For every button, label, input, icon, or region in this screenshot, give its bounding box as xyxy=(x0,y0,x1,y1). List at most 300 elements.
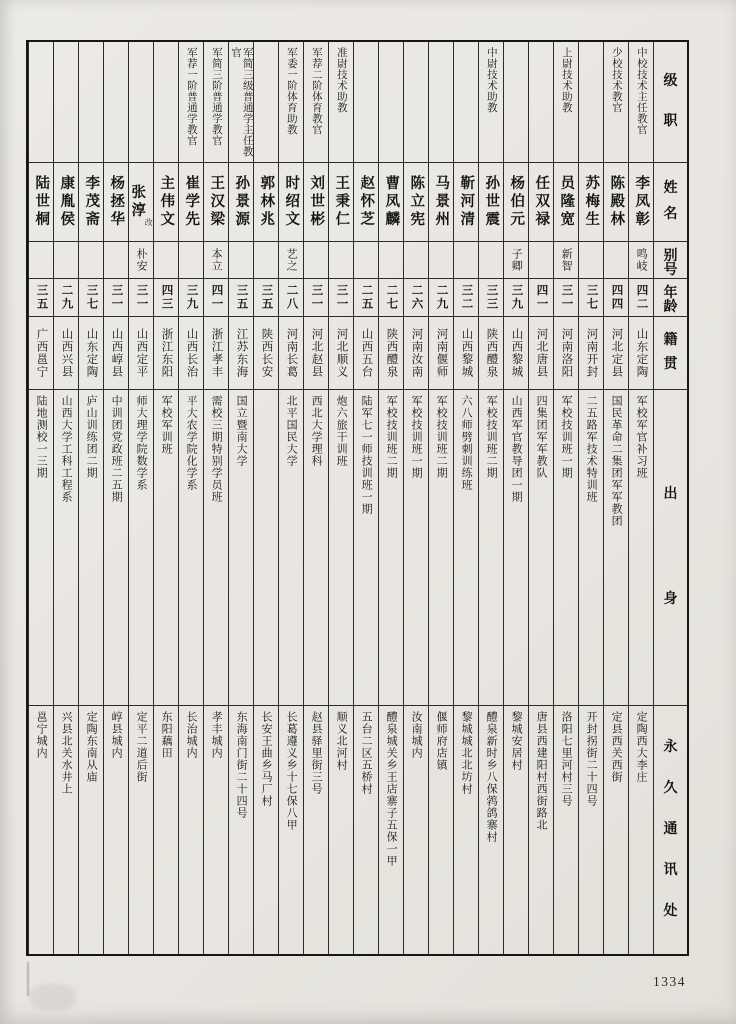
background-text: 山西军官教导团一期 xyxy=(510,395,523,503)
age-cell xyxy=(404,279,428,317)
name-cell xyxy=(154,163,178,242)
name-cell xyxy=(354,163,378,242)
native_place-text: 山西黎城 xyxy=(460,328,473,378)
person-column-13 xyxy=(328,42,353,954)
native_place-cell xyxy=(54,317,78,390)
name-cell xyxy=(79,163,103,242)
address-cell xyxy=(104,706,128,954)
address-text: 醴泉城关乡王店寨子五保一甲 xyxy=(385,711,398,867)
rank-text: 少校技术教官 xyxy=(610,47,622,113)
native_place-cell xyxy=(204,317,228,390)
name-cell xyxy=(454,163,478,242)
person-column-5 xyxy=(528,42,553,954)
person-column-10 xyxy=(403,42,428,954)
age-text: 二七 xyxy=(385,284,398,311)
rank-cell xyxy=(629,42,653,163)
name-cell xyxy=(554,163,578,242)
alias-text: 本立 xyxy=(210,248,223,272)
header-address-char: 处 xyxy=(663,904,678,919)
alias-cell xyxy=(454,242,478,279)
native_place-text: 河北定县 xyxy=(610,328,623,378)
header-background-char: 出 xyxy=(663,487,678,503)
age-cell xyxy=(504,279,528,317)
rank-cell xyxy=(229,42,253,163)
address-text: 长葛遵义乡十七保八甲 xyxy=(285,711,298,831)
native_place-text: 河北唐县 xyxy=(535,328,548,378)
name-text: 刘世彬 xyxy=(308,175,325,229)
native_place-text: 山西长治 xyxy=(185,328,198,378)
alias-text: 子卿 xyxy=(510,248,523,272)
address-text: 汝南城内 xyxy=(410,711,423,759)
name-text: 主伟文 xyxy=(158,175,175,229)
address-text: 东阳藕田 xyxy=(160,711,173,759)
native_place-cell xyxy=(529,317,553,390)
person-column-2 xyxy=(603,42,628,954)
alias-cell xyxy=(479,242,503,279)
background-text: 山西大学工科工程系 xyxy=(60,395,73,503)
background-cell xyxy=(454,390,478,706)
name-cell xyxy=(579,163,603,242)
header-address-char: 久 xyxy=(663,781,678,796)
name-text: 曹凤麟 xyxy=(383,175,400,229)
name-cell xyxy=(204,163,228,242)
address-text: 邕宁城内 xyxy=(35,711,48,759)
address-text: 顺义北河村 xyxy=(335,711,348,771)
age-text: 三五 xyxy=(260,284,273,311)
person-column-3 xyxy=(578,42,603,954)
alias-cell xyxy=(379,242,403,279)
native_place-cell xyxy=(254,317,278,390)
alias-cell xyxy=(279,242,303,279)
name-text: 赵怀芝 xyxy=(358,175,375,229)
header-column xyxy=(653,42,687,954)
alias-cell xyxy=(579,242,603,279)
native_place-cell xyxy=(29,317,53,390)
name-cell xyxy=(429,163,453,242)
background-text: 军校军训班 xyxy=(160,395,173,455)
age-cell xyxy=(79,279,103,317)
alias-cell xyxy=(154,242,178,279)
background-cell xyxy=(154,390,178,706)
native_place-cell xyxy=(404,317,428,390)
name-text: 靳河清 xyxy=(458,175,475,229)
alias-cell xyxy=(529,242,553,279)
address-text: 崞县城内 xyxy=(110,711,123,759)
native_place-cell xyxy=(604,317,628,390)
alias-cell xyxy=(304,242,328,279)
background-cell xyxy=(429,390,453,706)
background-text: 四集团军军教队 xyxy=(535,395,548,479)
background-cell xyxy=(529,390,553,706)
address-text: 黎城安居村 xyxy=(510,711,523,771)
address-text: 洛阳七里河村三号 xyxy=(560,711,573,807)
native_place-text: 山西崞县 xyxy=(110,328,123,378)
person-column-23 xyxy=(78,42,103,954)
native_place-text: 山西定平 xyxy=(135,328,148,378)
background-text: 军校技训班一期 xyxy=(560,395,573,479)
address-cell xyxy=(204,706,228,954)
name-cell xyxy=(504,163,528,242)
native_place-text: 陕西长安 xyxy=(260,328,273,378)
rank-cell xyxy=(554,42,578,163)
header-alias-char: 别 xyxy=(663,249,678,264)
age-cell xyxy=(629,279,653,317)
age-cell xyxy=(104,279,128,317)
background-cell xyxy=(204,390,228,706)
age-text: 四一 xyxy=(210,284,223,311)
age-cell xyxy=(354,279,378,317)
native_place-text: 河南汝南 xyxy=(410,328,423,378)
address-cell xyxy=(329,706,353,954)
age-cell xyxy=(579,279,603,317)
age-text: 三五 xyxy=(235,284,248,311)
name-text: 陈立宪 xyxy=(408,175,425,229)
native_place-text: 河南洛阳 xyxy=(560,328,573,378)
native_place-cell xyxy=(579,317,603,390)
rank-text: 军简三阶普通学教官 xyxy=(210,47,222,146)
name-text: 王汉梁 xyxy=(208,175,225,229)
address-cell xyxy=(604,706,628,954)
alias-cell xyxy=(329,242,353,279)
address-cell xyxy=(129,706,153,954)
name-cell xyxy=(129,163,153,242)
name-text: 张淳 xyxy=(129,184,146,220)
name-text: 员隆宽 xyxy=(558,175,575,229)
background-cell xyxy=(579,390,603,706)
background-cell xyxy=(604,390,628,706)
age-cell xyxy=(554,279,578,317)
background-cell xyxy=(254,390,278,706)
header-rank xyxy=(654,42,687,163)
person-column-20 xyxy=(153,42,178,954)
background-text: 北平国民大学 xyxy=(285,395,298,467)
name-cell xyxy=(479,163,503,242)
rank-cell xyxy=(79,42,103,163)
name-cell xyxy=(254,163,278,242)
alias-cell xyxy=(254,242,278,279)
address-cell xyxy=(404,706,428,954)
background-cell xyxy=(279,390,303,706)
rank-cell xyxy=(479,42,503,163)
native_place-cell xyxy=(479,317,503,390)
name-text: 杨伯元 xyxy=(508,175,525,229)
native_place-text: 浙江孝丰 xyxy=(210,328,223,378)
rank-cell xyxy=(29,42,53,163)
native_place-cell xyxy=(104,317,128,390)
background-cell xyxy=(329,390,353,706)
name-text: 任双禄 xyxy=(533,175,550,229)
address-cell xyxy=(429,706,453,954)
age-cell xyxy=(129,279,153,317)
person-column-18 xyxy=(203,42,228,954)
age-text: 四三 xyxy=(160,284,173,311)
alias-cell xyxy=(104,242,128,279)
name-cell xyxy=(29,163,53,242)
address-cell xyxy=(79,706,103,954)
header-alias xyxy=(654,242,687,279)
background-text: 国立暨南大学 xyxy=(235,395,248,467)
age-cell xyxy=(454,279,478,317)
name-text: 李凤彰 xyxy=(633,175,650,229)
background-text: 军校技训班一期 xyxy=(410,395,423,479)
age-cell xyxy=(179,279,203,317)
person-column-8 xyxy=(453,42,478,954)
native_place-cell xyxy=(554,317,578,390)
native_place-cell xyxy=(229,317,253,390)
age-text: 三三 xyxy=(485,284,498,311)
age-text: 二六 xyxy=(410,284,423,311)
background-text: 陆地测校一三期 xyxy=(35,395,48,479)
native_place-text: 山东定陶 xyxy=(85,328,98,378)
background-cell xyxy=(554,390,578,706)
age-cell xyxy=(54,279,78,317)
background-cell xyxy=(504,390,528,706)
header-name-char: 姓 xyxy=(663,181,678,197)
name-text: 王秉仁 xyxy=(333,175,350,229)
header-age-char: 龄 xyxy=(663,300,678,315)
native_place-text: 河北赵县 xyxy=(310,328,323,378)
address-text: 定陶西大李庄 xyxy=(635,711,648,783)
header-rank-char: 级 xyxy=(663,74,678,90)
background-cell xyxy=(179,390,203,706)
address-text: 长安王曲乡马厂村 xyxy=(260,711,273,807)
address-text: 兴县北关水井上 xyxy=(60,711,73,795)
name-text: 陈殿林 xyxy=(608,175,625,229)
native_place-text: 江苏东海 xyxy=(235,328,248,378)
alias-cell xyxy=(554,242,578,279)
header-name xyxy=(654,163,687,242)
alias-cell xyxy=(354,242,378,279)
age-text: 三一 xyxy=(110,284,123,311)
name-text: 杨拯华 xyxy=(108,175,125,229)
native_place-cell xyxy=(629,317,653,390)
age-cell xyxy=(229,279,253,317)
address-text: 赵县驿里街三号 xyxy=(310,711,323,795)
address-text: 唐县西建阳村西街路北 xyxy=(535,711,548,831)
rank-cell xyxy=(379,42,403,163)
native_place-text: 河南长葛 xyxy=(285,328,298,378)
age-text: 三一 xyxy=(135,284,148,311)
background-cell xyxy=(379,390,403,706)
header-native_place xyxy=(654,317,687,390)
person-column-11 xyxy=(378,42,403,954)
rank-text: 中校技术主任教官 xyxy=(635,47,647,135)
address-cell xyxy=(579,706,603,954)
background-text: 军校技训班二期 xyxy=(435,395,448,479)
name-cell xyxy=(304,163,328,242)
scan-edge-mark xyxy=(27,962,29,996)
name-text: 康胤侯 xyxy=(58,175,75,229)
name-text: 孙景源 xyxy=(233,175,250,229)
native_place-cell xyxy=(454,317,478,390)
header-name-char: 名 xyxy=(663,206,678,222)
native_place-text: 山西五台 xyxy=(360,328,373,378)
address-cell xyxy=(479,706,503,954)
age-text: 二八 xyxy=(285,284,298,311)
alias-cell xyxy=(29,242,53,279)
age-cell xyxy=(279,279,303,317)
rank-cell xyxy=(529,42,553,163)
alias-cell xyxy=(179,242,203,279)
age-cell xyxy=(304,279,328,317)
rank-cell xyxy=(354,42,378,163)
header-address-char: 讯 xyxy=(663,863,678,878)
background-text: 需校三期特别学员班 xyxy=(210,395,223,503)
background-cell xyxy=(404,390,428,706)
name-text: 孙世震 xyxy=(483,175,500,229)
name-note-text: 改 xyxy=(144,218,153,226)
background-text: 军校技训班二期 xyxy=(485,395,498,479)
native_place-cell xyxy=(179,317,203,390)
name-cell xyxy=(279,163,303,242)
name-text: 郭林兆 xyxy=(258,175,275,229)
address-text: 偃师府店镇 xyxy=(435,711,448,771)
background-text: 西北大学理科 xyxy=(310,395,323,467)
age-cell xyxy=(429,279,453,317)
alias-cell xyxy=(204,242,228,279)
rank-cell xyxy=(429,42,453,163)
person-column-4 xyxy=(553,42,578,954)
person-column-1 xyxy=(628,42,653,954)
background-cell xyxy=(229,390,253,706)
alias-cell xyxy=(504,242,528,279)
address-cell xyxy=(154,706,178,954)
name-cell xyxy=(404,163,428,242)
address-text: 东海南门街二十四号 xyxy=(235,711,248,819)
native_place-text: 陕西醴泉 xyxy=(485,328,498,378)
background-text: 国民革命二集团军军教团 xyxy=(610,395,623,527)
person-column-14 xyxy=(303,42,328,954)
name-cell xyxy=(529,163,553,242)
native_place-cell xyxy=(129,317,153,390)
address-cell xyxy=(379,706,403,954)
background-cell xyxy=(104,390,128,706)
native_place-cell xyxy=(329,317,353,390)
alias-text: 新智 xyxy=(560,248,573,272)
rank-cell xyxy=(404,42,428,163)
background-text: 二五路军技术特训班 xyxy=(585,395,598,503)
name-cell xyxy=(229,163,253,242)
address-text: 五台二区五桥村 xyxy=(360,711,373,795)
rank-text: 中尉技术助教 xyxy=(485,47,497,113)
background-text: 平大农学院化学系 xyxy=(185,395,198,491)
rank-cell xyxy=(579,42,603,163)
alias-cell xyxy=(604,242,628,279)
native_place-text: 广西邕宁 xyxy=(35,328,48,378)
age-cell xyxy=(604,279,628,317)
address-text: 黎城城北北坊村 xyxy=(460,711,473,795)
address-cell xyxy=(229,706,253,954)
age-cell xyxy=(479,279,503,317)
address-cell xyxy=(529,706,553,954)
name-cell xyxy=(629,163,653,242)
rank-text: 军荐一阶普通学教官 xyxy=(185,47,197,146)
age-cell xyxy=(154,279,178,317)
address-cell xyxy=(254,706,278,954)
name-cell xyxy=(179,163,203,242)
person-column-22 xyxy=(103,42,128,954)
name-cell xyxy=(104,163,128,242)
background-text: 中训团党政班二五期 xyxy=(110,395,123,503)
background-text: 六八师劈刺训练班 xyxy=(460,395,473,491)
address-cell xyxy=(454,706,478,954)
background-text: 陆军七一师技训班一期 xyxy=(360,395,373,515)
address-text: 定平二道后街 xyxy=(135,711,148,783)
background-text: 炮六旅干训班 xyxy=(335,395,348,467)
age-text: 二九 xyxy=(60,284,73,311)
address-text: 长治城内 xyxy=(185,711,198,759)
native_place-cell xyxy=(304,317,328,390)
native_place-text: 浙江东阳 xyxy=(160,328,173,378)
address-text: 定县西关西街 xyxy=(610,711,623,783)
rank-cell xyxy=(454,42,478,163)
age-text: 三九 xyxy=(185,284,198,311)
rank-text: 军荐二阶体育教官 xyxy=(310,47,322,135)
name-cell xyxy=(54,163,78,242)
address-cell xyxy=(54,706,78,954)
rank-cell xyxy=(54,42,78,163)
person-column-12 xyxy=(353,42,378,954)
native_place-text: 山东定陶 xyxy=(635,328,648,378)
age-text: 三一 xyxy=(560,284,573,311)
native_place-text: 河南偃师 xyxy=(435,328,448,378)
rank-cell xyxy=(504,42,528,163)
person-column-24 xyxy=(53,42,78,954)
age-text: 三一 xyxy=(310,284,323,311)
rank-cell xyxy=(154,42,178,163)
person-column-19 xyxy=(178,42,203,954)
name-text: 崔学先 xyxy=(183,175,200,229)
header-native_place-char: 贯 xyxy=(663,356,678,372)
native_place-text: 山西黎城 xyxy=(510,328,523,378)
alias-text: 朴安 xyxy=(135,248,148,272)
background-text: 庐山训练团二期 xyxy=(85,395,98,479)
native_place-cell xyxy=(504,317,528,390)
background-text: 师大理学院数学系 xyxy=(135,395,148,491)
header-alias-char: 号 xyxy=(663,263,678,278)
native_place-cell xyxy=(154,317,178,390)
age-text: 三七 xyxy=(585,284,598,311)
rank-cell xyxy=(254,42,278,163)
age-cell xyxy=(529,279,553,317)
person-column-25 xyxy=(28,42,53,954)
person-column-21 xyxy=(128,42,153,954)
name-text: 苏梅生 xyxy=(583,175,600,229)
alias-cell xyxy=(229,242,253,279)
header-background-char: 身 xyxy=(663,591,678,607)
person-column-15 xyxy=(278,42,303,954)
native_place-cell xyxy=(379,317,403,390)
native_place-text: 山西兴县 xyxy=(60,328,73,378)
name-text: 马景州 xyxy=(433,175,450,229)
rank-cell xyxy=(204,42,228,163)
age-text: 三一 xyxy=(335,284,348,311)
header-age-char: 年 xyxy=(663,286,678,301)
rank-cell xyxy=(329,42,353,163)
name-cell xyxy=(329,163,353,242)
age-cell xyxy=(254,279,278,317)
native_place-text: 河北顺义 xyxy=(335,328,348,378)
address-cell xyxy=(629,706,653,954)
name-cell xyxy=(379,163,403,242)
rank-text: 军简三级普通学主任教官 xyxy=(230,47,253,157)
person-column-7 xyxy=(478,42,503,954)
name-text: 时绍文 xyxy=(283,175,300,229)
alias-cell xyxy=(79,242,103,279)
alias-cell xyxy=(629,242,653,279)
address-cell xyxy=(354,706,378,954)
page-number: 1334 xyxy=(653,974,686,989)
